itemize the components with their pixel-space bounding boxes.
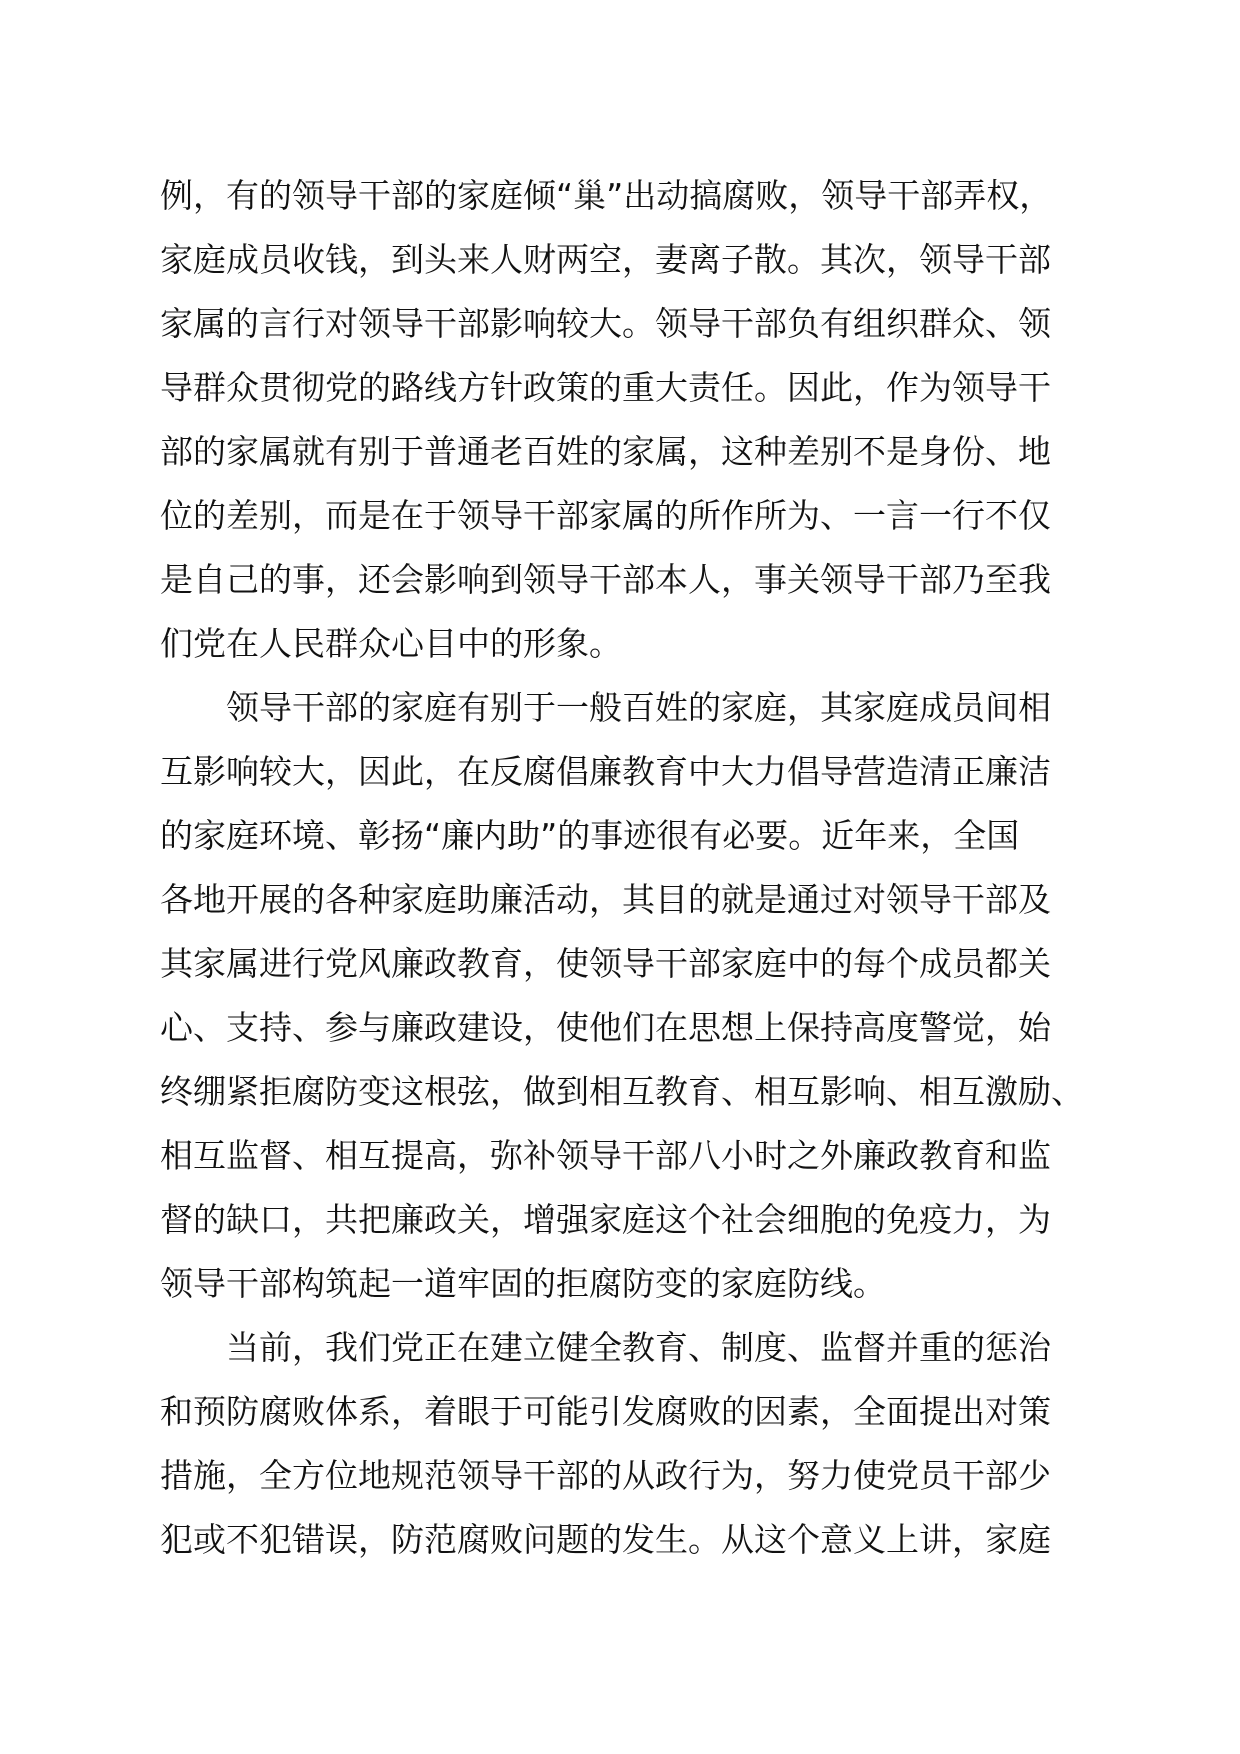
text-line: 措施，全方位地规范领导干部的从政行为，努力使党员干部少 (160, 1456, 1051, 1495)
text-line: 督的缺口，共把廉政关，增强家庭这个社会细胞的免疫力，为 (160, 1200, 1051, 1239)
paragraph-2 (160, 676, 1120, 1316)
text-line: 是自己的事，还会影响到领导干部本人，事关领导干部乃至我 (160, 560, 1051, 599)
text-line: 的家庭环境、彰扬“廉内助”的事迹很有必要。近年来，全国 (160, 816, 1020, 855)
text-line: 领导干部构筑起一道牢固的拒腐防变的家庭防线。 (160, 1264, 886, 1303)
text-line: 心、支持、参与廉政建设，使他们在思想上保持高度警觉，始 (160, 1008, 1051, 1047)
text-line: 犯或不犯错误，防范腐败问题的发生。从这个意义上讲，家庭 (160, 1520, 1051, 1559)
paragraph-1 (160, 164, 1120, 676)
text-line: 位的差别，而是在于领导干部家属的所作所为、一言一行不仅 (160, 496, 1051, 535)
text-line: 其家属进行党风廉政教育，使领导干部家庭中的每个成员都关 (160, 944, 1051, 983)
text-line: 领导干部的家庭有别于一般百姓的家庭，其家庭成员间相 (226, 688, 1051, 727)
text-line: 导群众贯彻党的路线方针政策的重大责任。因此，作为领导干 (160, 368, 1051, 407)
text-line: 例，有的领导干部的家庭倾“巢”出动搞腐败，领导干部弄权， (160, 176, 1053, 215)
text-line: 和预防腐败体系，着眼于可能引发腐败的因素，全面提出对策 (160, 1392, 1051, 1431)
text-line: 相互监督、相互提高，弥补领导干部八小时之外廉政教育和监 (160, 1136, 1051, 1175)
text-line: 们党在人民群众心目中的形象。 (160, 624, 622, 663)
text-line: 终绷紧拒腐防变这根弦，做到相互教育、相互影响、相互激励、 (160, 1072, 1084, 1111)
body-text (160, 164, 1120, 1572)
text-line: 当前，我们党正在建立健全教育、制度、监督并重的惩治 (226, 1328, 1051, 1367)
text-line: 部的家属就有别于普通老百姓的家属，这种差别不是身份、地 (160, 432, 1051, 471)
text-line: 家属的言行对领导干部影响较大。领导干部负有组织群众、领 (160, 304, 1051, 343)
text-line: 家庭成员收钱，到头来人财两空，妻离子散。其次，领导干部 (160, 240, 1051, 279)
text-line: 互影响较大，因此，在反腐倡廉教育中大力倡导营造清正廉洁 (160, 752, 1051, 791)
text-line: 各地开展的各种家庭助廉活动，其目的就是通过对领导干部及 (160, 880, 1051, 919)
paragraph-3 (160, 1316, 1120, 1572)
